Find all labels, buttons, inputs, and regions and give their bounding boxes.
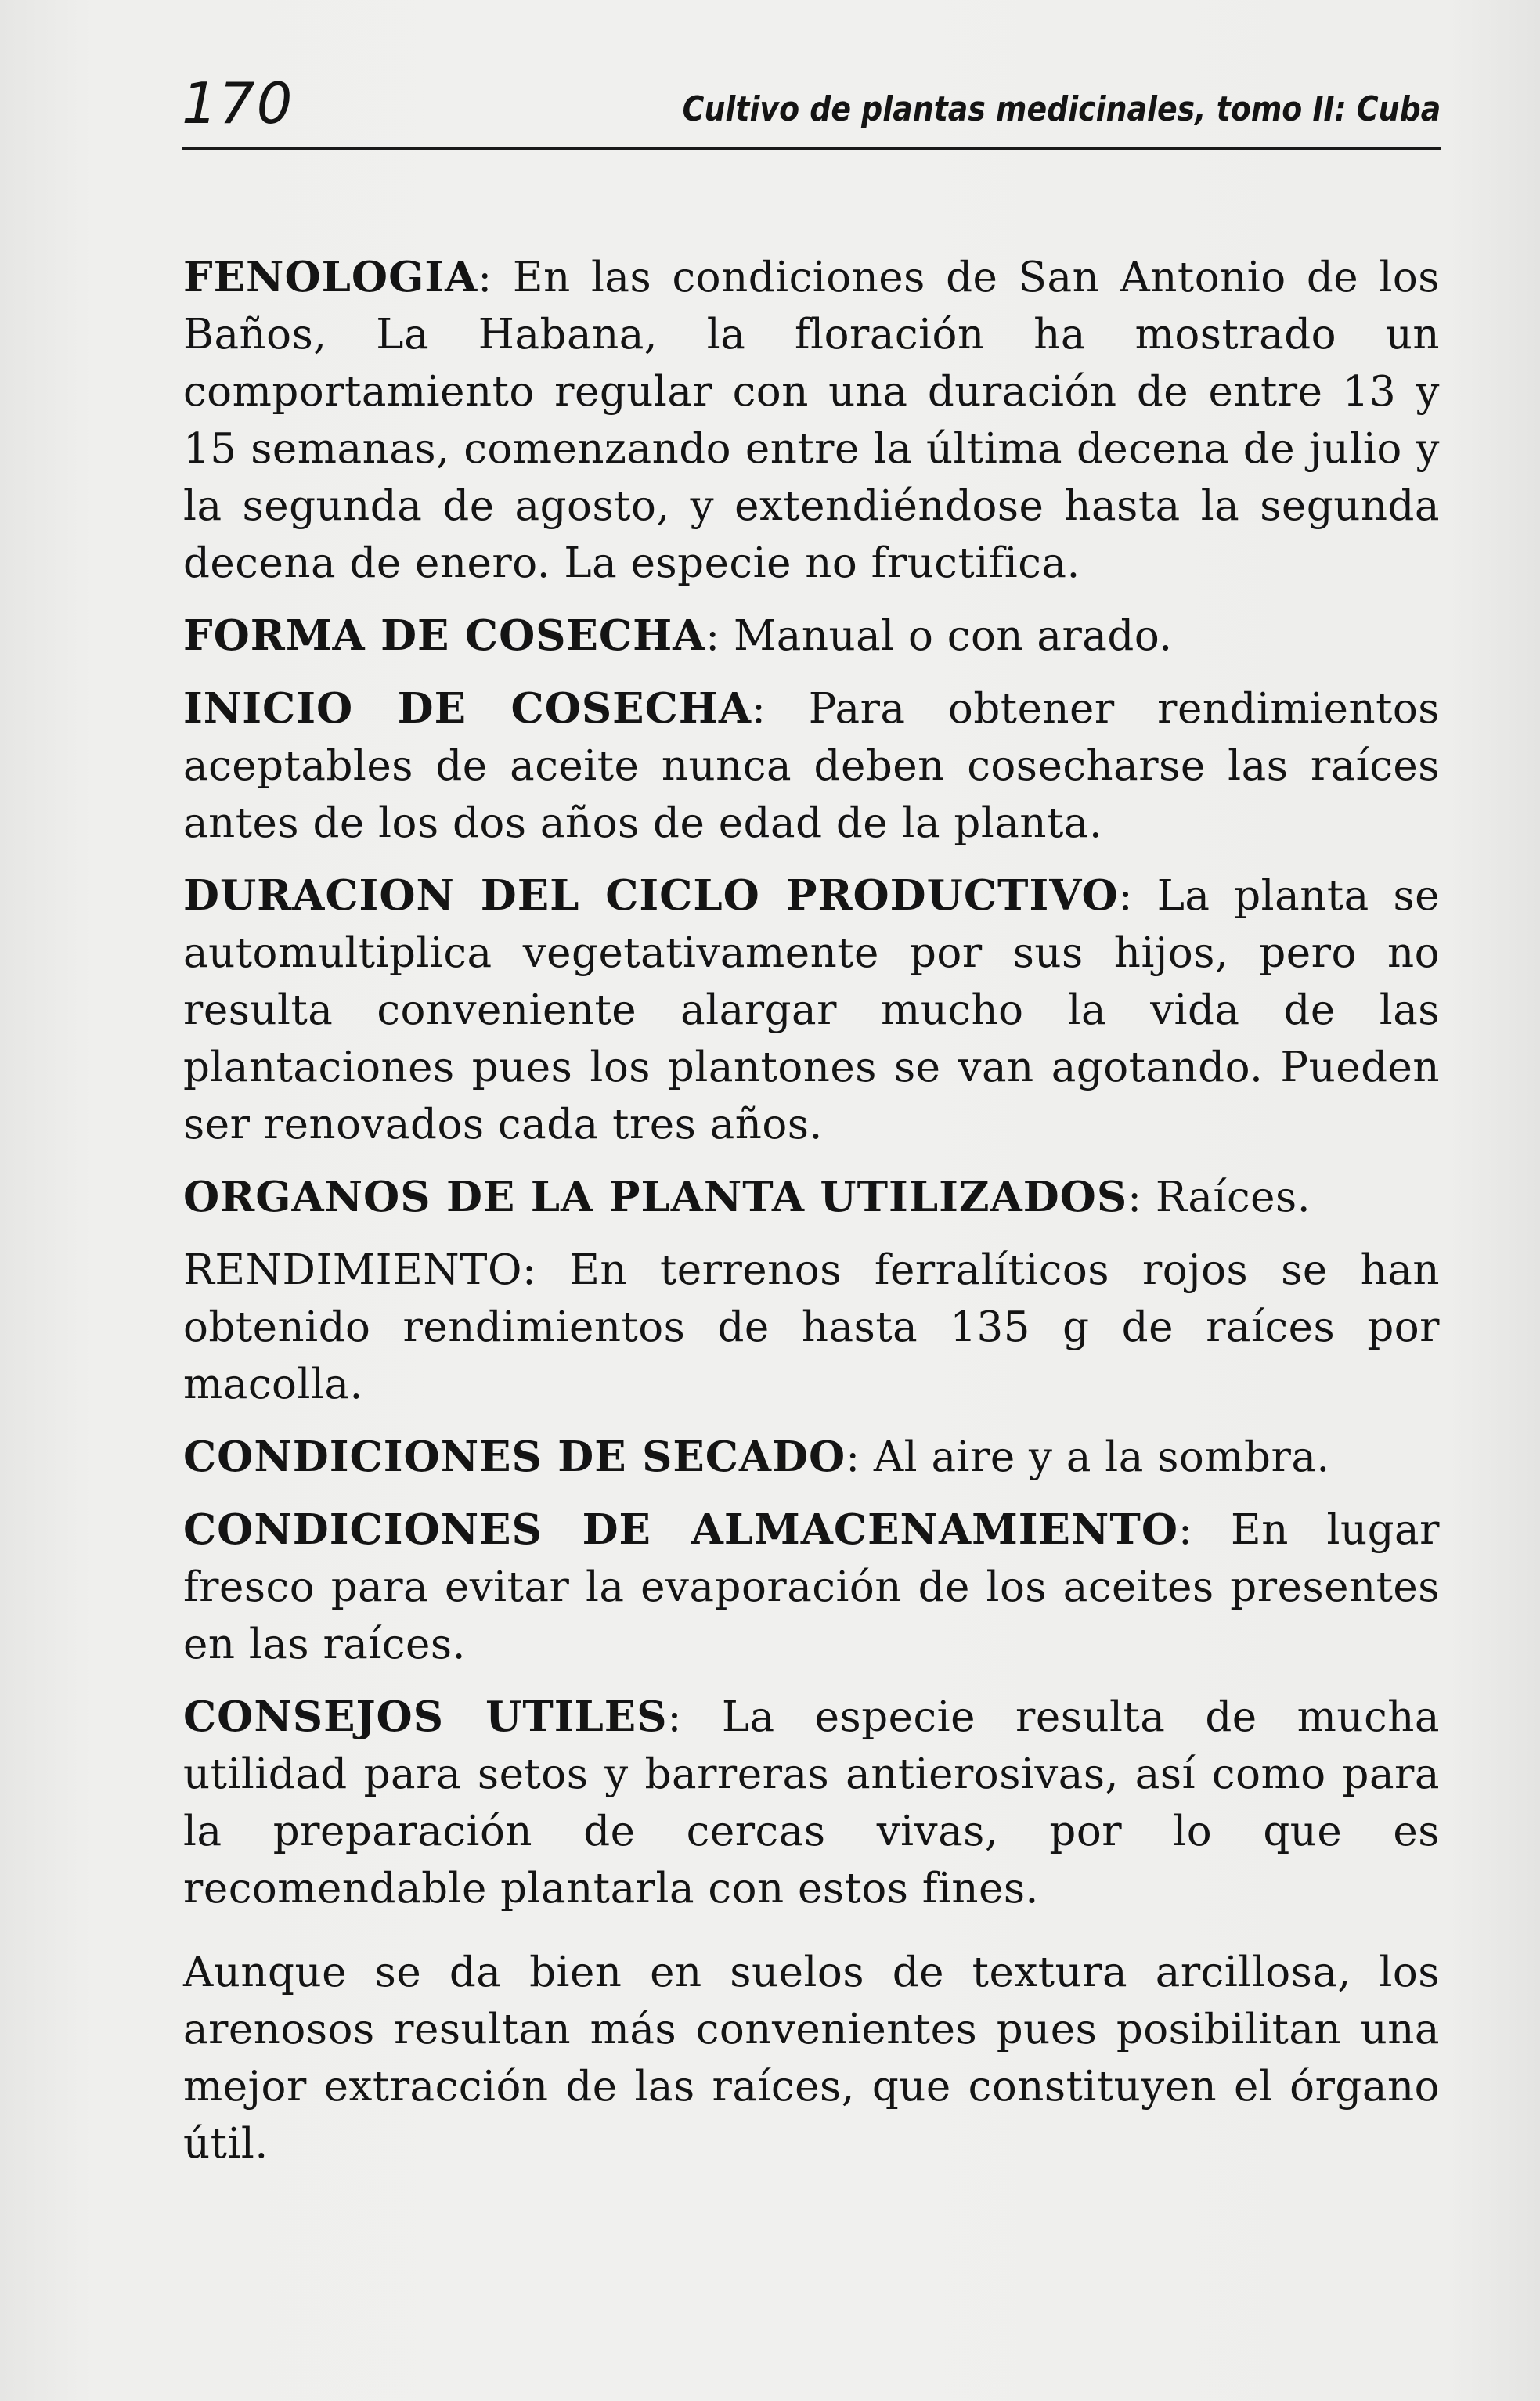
section-term: FENOLOGIA (183, 253, 478, 301)
section-text: : La especie resulta de mucha utilidad para setos y barreras antierosivas, así como para la preparación de cercas vivas, por lo que es recomendable plantarla con estos fines. (183, 1693, 1440, 1913)
section-term: INICIO DE COSECHA (183, 684, 752, 733)
page-header (182, 72, 1441, 150)
closing-paragraph (183, 1944, 1440, 2172)
section-text: : Al aire y a la sombra. (846, 1433, 1330, 1481)
page-number: 170 (182, 70, 294, 136)
section-text: Aunque se da bien en suelos de textura arcillosa, los arenosos resultan más convenientes pues posibilitan una mejor extracción de las raíces, que constituyen el órgano útil. (183, 1949, 1440, 2168)
section-text: : La planta se automultiplica vegetativamente por sus hijos, pero no resulta conveniente alargar mucho la vida de las plantaciones pues los plantones se van agotando. Pueden ser renovados cada tres años. (183, 872, 1441, 1148)
section-condiciones-de-secado (183, 1429, 1440, 1486)
section-forma-de-cosecha (183, 607, 1440, 665)
section-text: : Raíces. (1127, 1173, 1311, 1221)
section-text: : En lugar fresco para evitar la evaporación de los aceites presentes en las raíces. (183, 1506, 1440, 1668)
section-text: : Manual o con arado. (705, 612, 1173, 660)
section-term: CONDICIONES DE SECADO (183, 1433, 846, 1481)
section-text: : En las condiciones de San Antonio de los Baños, La Habana, la floración ha mostrado un comportamiento regular con una duración de entre 13 y 15 semanas, comenzando entre la última decena de julio y la segunda de agosto, y extendiéndose hasta la segunda decena de enero. La especie no fructifica. (183, 254, 1440, 587)
section-condiciones-de-almacenamiento (183, 1502, 1440, 1673)
section-duracion-del-ciclo (183, 867, 1440, 1153)
page-body (183, 249, 1440, 2188)
section-text: RENDIMIENTO: En terrenos ferralíticos rojos se han obtenido rendimientos de hasta 135 g de raíces por macolla. (183, 1246, 1440, 1408)
section-text: : Para obtener rendimientos aceptables de aceite nunca deben cosecharse las raíces antes de los dos años de edad de la planta. (183, 685, 1440, 847)
section-organos-utilizados (183, 1169, 1440, 1226)
section-rendimiento (183, 1242, 1440, 1413)
running-title: Cultivo de plantas medicinales, tomo II: Cuba (682, 89, 1441, 129)
section-consejos-utiles (183, 1689, 1440, 1917)
section-term: FORMA DE COSECHA (183, 611, 706, 660)
section-term: ORGANOS DE LA PLANTA UTILIZADOS (183, 1173, 1128, 1221)
section-inicio-de-cosecha (183, 680, 1440, 852)
section-term: CONSEJOS UTILES (183, 1693, 668, 1741)
section-fenologia (183, 249, 1440, 592)
section-term: CONDICIONES DE ALMACENAMIENTO (183, 1505, 1178, 1554)
section-term: DURACION DEL CICLO PRODUCTIVO (183, 871, 1119, 920)
